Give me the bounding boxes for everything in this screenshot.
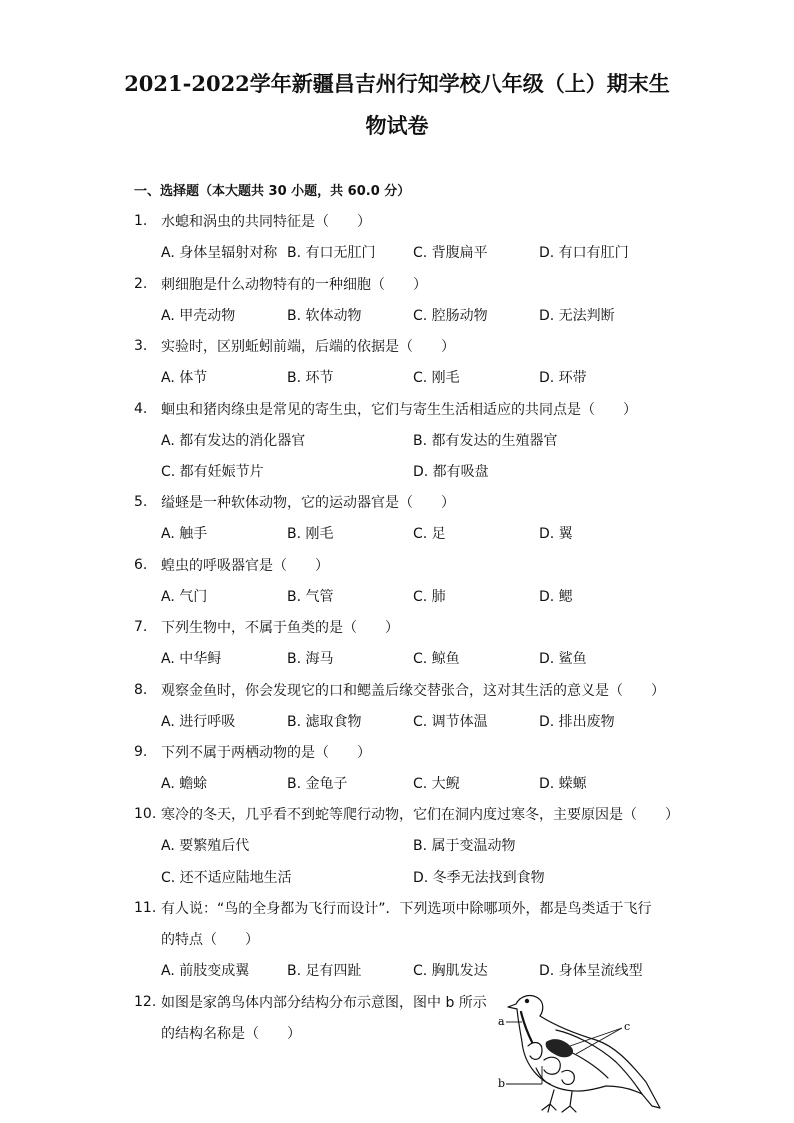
option-b[interactable]: B. 都有发达的生殖器官 xyxy=(413,433,558,449)
option-a[interactable]: A. 甲壳动物 xyxy=(161,308,236,324)
option-b[interactable]: B. 环节 xyxy=(287,370,334,386)
page-title-line2: 物试卷 xyxy=(365,113,429,138)
bird-leg-left xyxy=(542,1090,556,1112)
bird-head-outline xyxy=(516,996,543,1016)
label-b: b xyxy=(498,1077,506,1090)
option-c[interactable]: C. 还不适应陆地生活 xyxy=(161,870,292,886)
question-text: 下列生物中，不属于鱼类的是（ ） xyxy=(161,620,399,636)
bird-wing-feather xyxy=(566,1050,608,1078)
option-a[interactable]: A. 要繁殖后代 xyxy=(161,838,250,854)
bird-air-sac-front xyxy=(528,1043,542,1060)
question-text: 下列不属于两栖动物的是（ ） xyxy=(161,745,371,761)
question-text: 水螅和涡虫的共同特征是（ ） xyxy=(161,214,371,230)
question-number: 5. xyxy=(134,494,148,510)
question-number: 8. xyxy=(134,682,148,698)
question-text: 蛔虫和猪肉绦虫是常见的寄生虫，它们与寄生生活相适应的共同点是（ ） xyxy=(161,402,637,418)
bird-leg-right xyxy=(562,1092,576,1112)
option-b[interactable]: B. 软体动物 xyxy=(287,308,362,324)
label-c: c xyxy=(624,1020,631,1033)
option-c[interactable]: C. 调节体温 xyxy=(413,714,488,730)
question-text: 观察金鱼时，你会发现它的口和鳃盖后缘交替张合，这对其生活的意义是（ ） xyxy=(161,683,665,699)
question-number: 7. xyxy=(134,619,148,635)
option-d[interactable]: D. 身体呈流线型 xyxy=(539,963,643,979)
option-d[interactable]: D. 有口有肛门 xyxy=(539,245,629,261)
option-b[interactable]: B. 滤取食物 xyxy=(287,714,362,730)
option-a[interactable]: A. 体节 xyxy=(161,370,208,386)
option-a[interactable]: A. 进行呼吸 xyxy=(161,714,236,730)
option-d[interactable]: D. 环带 xyxy=(539,370,587,386)
question-text: 缢蛏是一种软体动物，它的运动器官是（ ） xyxy=(161,495,455,511)
section-heading: 一、选择题（本大题共 30 小题，共 60.0 分） xyxy=(134,184,411,199)
option-d[interactable]: D. 无法判断 xyxy=(539,308,615,324)
option-b[interactable]: B. 属于变温动物 xyxy=(413,838,516,854)
option-d[interactable]: D. 冬季无法找到食物 xyxy=(413,870,545,886)
option-d[interactable]: D. 蝾螈 xyxy=(539,776,587,792)
question-number: 4. xyxy=(134,401,148,417)
option-b[interactable]: B. 足有四趾 xyxy=(287,963,362,979)
question-text: 有人说：“鸟的全身都为飞行而设计”．下列选项中除哪项外，都是鸟类适于飞行 xyxy=(161,901,652,917)
page-title-line1: 2021-2022学年新疆昌吉州行知学校八年级（上）期末生 xyxy=(124,71,670,96)
label-a: a xyxy=(498,1015,505,1028)
question-number: 11. xyxy=(134,900,157,916)
question-text: 刺细胞是什么动物特有的一种细胞（ ） xyxy=(161,277,427,293)
option-a[interactable]: A. 前肢变成翼 xyxy=(161,963,250,979)
bird-air-sac-rear xyxy=(562,1070,574,1084)
option-d[interactable]: D. 都有吸盘 xyxy=(413,464,489,480)
option-c[interactable]: C. 背腹扁平 xyxy=(413,245,488,261)
option-a[interactable]: A. 气门 xyxy=(161,589,208,605)
bird-lung xyxy=(546,1039,573,1057)
question-text: 如图是家鸽鸟体内部分结构分布示意图，图中 b 所示 xyxy=(161,995,487,1011)
question-number: 2. xyxy=(134,276,148,292)
question-text: 实验时，区别蚯蚓前端，后端的依据是（ ） xyxy=(161,339,455,355)
bird-trachea xyxy=(521,1012,532,1042)
pigeon-anatomy-diagram xyxy=(496,990,666,1118)
option-b[interactable]: B. 有口无肛门 xyxy=(287,245,376,261)
option-c[interactable]: C. 都有妊娠节片 xyxy=(161,464,264,480)
option-c[interactable]: C. 腔肠动物 xyxy=(413,308,488,324)
option-b[interactable]: B. 金龟子 xyxy=(287,776,348,792)
option-c[interactable]: C. 肺 xyxy=(413,589,446,605)
question-text-continued: 的结构名称是（ ） xyxy=(161,1026,301,1042)
question-number: 12. xyxy=(134,994,157,1010)
bird-air-sac-middle xyxy=(544,1057,560,1074)
option-c[interactable]: C. 足 xyxy=(413,526,446,542)
question-number: 1. xyxy=(134,213,148,229)
option-a[interactable]: A. 触手 xyxy=(161,526,208,542)
option-c[interactable]: C. 胸肌发达 xyxy=(413,963,488,979)
option-d[interactable]: D. 排出废物 xyxy=(539,714,615,730)
bird-beak xyxy=(508,1004,517,1009)
option-a[interactable]: A. 身体呈辐射对称 xyxy=(161,245,278,261)
question-number: 10. xyxy=(134,806,157,822)
option-b[interactable]: B. 海马 xyxy=(287,651,334,667)
question-number: 6. xyxy=(134,557,148,573)
question-text: 寒冷的冬天，几乎看不到蛇等爬行动物，它们在洞内度过寒冬，主要原因是（ ） xyxy=(161,807,679,823)
option-c[interactable]: C. 鲸鱼 xyxy=(413,651,460,667)
option-d[interactable]: D. 鳃 xyxy=(539,589,573,605)
question-number: 3. xyxy=(134,338,148,354)
option-c[interactable]: C. 刚毛 xyxy=(413,370,460,386)
option-c[interactable]: C. 大鲵 xyxy=(413,776,460,792)
question-number: 9. xyxy=(134,744,148,760)
option-b[interactable]: B. 气管 xyxy=(287,589,334,605)
option-d[interactable]: D. 鲨鱼 xyxy=(539,651,587,667)
question-text: 蝗虫的呼吸器官是（ ） xyxy=(161,558,329,574)
option-d[interactable]: D. 翼 xyxy=(539,526,573,542)
bird-eye xyxy=(525,999,528,1002)
option-b[interactable]: B. 刚毛 xyxy=(287,526,334,542)
question-text-continued: 的特点（ ） xyxy=(161,932,259,948)
option-a[interactable]: A. 中华鲟 xyxy=(161,651,222,667)
option-a[interactable]: A. 都有发达的消化器官 xyxy=(161,433,306,449)
option-a[interactable]: A. 蟾蜍 xyxy=(161,776,208,792)
